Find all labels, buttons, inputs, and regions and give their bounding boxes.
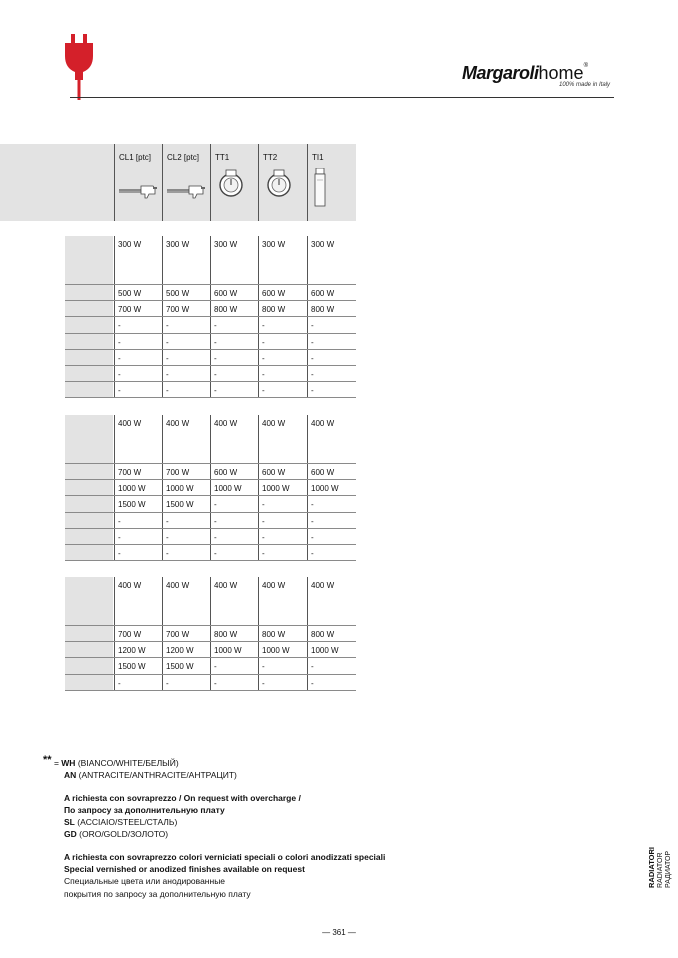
table-cell: 1000 W — [166, 484, 194, 494]
table-cell: 400 W — [311, 419, 335, 428]
row-divider — [65, 690, 356, 691]
table-cell: - — [166, 337, 169, 347]
table-cell: - — [311, 662, 314, 672]
table-cell: - — [166, 386, 169, 396]
table-cell: 600 W — [311, 289, 335, 298]
table-cell: - — [214, 386, 217, 396]
table-cell: 1500 W — [118, 662, 146, 672]
note-line-an — [43, 769, 385, 781]
table-cell: 400 W — [118, 581, 142, 590]
row-divider — [65, 528, 356, 529]
table-cell: - — [262, 370, 265, 379]
table-cell: 1500 W — [166, 662, 194, 672]
table-cell: - — [214, 516, 217, 526]
note-special-it: A richiesta con sovraprezzo colori verniciati speciali o colori anodizzati speciali — [64, 851, 386, 862]
table-cell: - — [118, 678, 121, 688]
row-divider — [65, 544, 356, 545]
table-cell: 500 W — [166, 289, 190, 298]
table-cell: 400 W — [311, 581, 335, 590]
table-cell: - — [311, 353, 314, 363]
note-line-sl — [64, 816, 385, 828]
table-cell: 800 W — [214, 630, 238, 639]
table-cell: 1000 W — [311, 484, 339, 494]
column-label: CL1 [ptc] — [119, 153, 152, 162]
table-cell: 600 W — [214, 468, 238, 477]
row-divider — [65, 316, 356, 317]
note-text-an: (ANTRACITE/ANTHRACITE/АНТРАЦИТ) — [78, 770, 237, 781]
table-cell: - — [214, 678, 217, 688]
note-line-gd — [64, 828, 385, 840]
table-cell: 600 W — [262, 289, 286, 298]
table-cell: 400 W — [166, 419, 190, 428]
brand-suffix: home — [538, 63, 584, 83]
table-cell: - — [118, 386, 121, 396]
table-cell: 400 W — [214, 419, 238, 428]
row-divider — [65, 463, 356, 464]
note-line-wh — [43, 754, 385, 769]
table-cell: - — [311, 321, 314, 331]
column-divider — [114, 415, 115, 561]
row-divider — [65, 365, 356, 366]
table-cell: - — [262, 549, 265, 558]
table-cell: - — [311, 532, 314, 542]
table-cell: - — [214, 549, 217, 558]
column-header — [210, 144, 259, 221]
table-cell: 800 W — [262, 305, 286, 315]
table-cell: 600 W — [311, 468, 335, 477]
table-cell: 1000 W — [214, 646, 242, 656]
table-cell: - — [166, 353, 169, 363]
table-cell: 700 W — [166, 630, 190, 639]
table-cell: 1000 W — [262, 484, 290, 494]
table-cell: 600 W — [262, 468, 286, 477]
table-cell: 800 W — [311, 630, 335, 639]
power-table — [65, 236, 356, 398]
table-cell: - — [262, 516, 265, 526]
red-plug-icon — [62, 34, 96, 100]
table-cell: 1000 W — [311, 646, 339, 656]
table-cell: 700 W — [118, 468, 142, 477]
note-text-gd: (ORO/GOLD/ЗОЛОТО) — [79, 829, 169, 840]
table-cell: 600 W — [214, 289, 238, 298]
table-cell: - — [214, 532, 217, 542]
note-code-wh: WH — [61, 758, 76, 768]
header-divider — [70, 97, 614, 98]
row-divider — [65, 657, 356, 658]
row-divider — [65, 333, 356, 334]
table-cell: - — [166, 321, 169, 331]
table-cell: - — [214, 662, 217, 672]
column-divider — [210, 415, 211, 561]
table-cell: - — [118, 321, 121, 331]
column-label: CL2 [ptc] — [167, 153, 200, 162]
table-cell: - — [311, 337, 314, 347]
table-cell: 300 W — [166, 240, 190, 249]
table-cell: - — [262, 532, 265, 542]
note-code-sl: SL — [64, 817, 75, 828]
row-divider — [65, 674, 356, 675]
table-cell: - — [118, 370, 121, 379]
table-cell: 300 W — [214, 240, 238, 249]
column-header — [307, 144, 356, 221]
row-divider — [65, 479, 356, 480]
power-table — [65, 577, 356, 691]
table-cell: - — [214, 337, 217, 347]
note-special-ru2: покрытия по запросу за дополнительную плату — [64, 888, 251, 899]
note-request-title: A richiesta con sovraprezzo / On request with overcharge / — [64, 792, 301, 803]
row-divider — [65, 284, 356, 285]
table-cell: - — [118, 532, 121, 542]
table-cell: 700 W — [118, 630, 142, 639]
table-cell: - — [311, 370, 314, 379]
note-code-gd: GD — [64, 829, 77, 840]
note-text-sl: (ACCIAIO/STEEL/СТАЛЬ) — [77, 817, 178, 828]
table-cell: 300 W — [262, 240, 286, 249]
column-header — [162, 144, 211, 221]
note-code-an: AN — [64, 770, 77, 781]
table-cell: 400 W — [262, 581, 286, 590]
table-cell: 800 W — [311, 305, 335, 315]
table-cell: - — [166, 516, 169, 526]
column-header — [114, 144, 163, 221]
table-cell: 400 W — [166, 581, 190, 590]
table-cell: 1000 W — [118, 484, 146, 494]
note-special-ru1: Специальные цвета или анодированные — [64, 876, 226, 887]
note-request-ru: По запросу за дополнительную плату — [64, 804, 225, 815]
power-table — [65, 415, 356, 561]
table-cell: - — [166, 532, 169, 542]
table-cell: - — [214, 370, 217, 379]
note-eq: = — [53, 758, 59, 768]
column-label: TI1 — [312, 153, 324, 162]
column-label: TT1 — [215, 153, 230, 162]
column-divider — [307, 415, 308, 561]
table-cell: - — [166, 549, 169, 558]
table-cell: 1500 W — [166, 500, 194, 510]
table-cell: 300 W — [311, 240, 335, 249]
row-divider — [65, 512, 356, 513]
finish-notes — [43, 754, 386, 900]
table-cell: - — [262, 500, 265, 510]
table-cell: 1000 W — [262, 646, 290, 656]
brand-tagline: 100% made in Italy — [559, 82, 611, 88]
row-divider — [65, 625, 356, 626]
table-cell: - — [262, 321, 265, 331]
row-divider — [65, 381, 356, 382]
table-cell: - — [214, 321, 217, 331]
table-cell: 800 W — [214, 305, 238, 315]
brand-name: Margaroli — [462, 63, 539, 83]
row-divider — [65, 300, 356, 301]
table-cell: - — [166, 370, 169, 379]
table-cell: 700 W — [166, 305, 190, 315]
table-cell: - — [262, 353, 265, 363]
table-cell: - — [214, 500, 217, 510]
table-cell: - — [118, 516, 121, 526]
brand-logo — [462, 63, 611, 88]
table-cell: - — [311, 516, 314, 526]
table-cell: - — [311, 500, 314, 510]
row-divider — [65, 397, 356, 398]
table-cell: 400 W — [214, 581, 238, 590]
table-cell: 500 W — [118, 289, 142, 298]
table-cell: - — [262, 678, 265, 688]
table-cell: 1000 W — [214, 484, 242, 494]
row-divider — [65, 641, 356, 642]
brand-reg: ® — [583, 63, 588, 69]
table-cell: - — [311, 678, 314, 688]
table-cell: - — [118, 337, 121, 347]
table-cell: - — [166, 678, 169, 688]
table-cell: - — [311, 549, 314, 558]
table-cell: - — [262, 386, 265, 396]
column-header — [258, 144, 307, 221]
column-divider — [258, 415, 259, 561]
column-header-band — [0, 144, 356, 221]
side-section-label — [645, 842, 675, 892]
table-cell: - — [214, 353, 217, 363]
note-special-en: Special vernished or anodized finishes available on request — [64, 864, 305, 875]
table-cell: - — [262, 662, 265, 672]
side-label-it: RADIATORI — [647, 847, 656, 888]
table-cell: - — [262, 337, 265, 347]
table-cell: 800 W — [262, 630, 286, 639]
table-cell: 700 W — [118, 305, 142, 315]
note-text-wh: (BIANCO/WHITE/БЕЛЫЙ) — [77, 758, 179, 768]
row-divider — [65, 560, 356, 561]
table-cell: - — [311, 386, 314, 396]
column-label: TT2 — [263, 153, 278, 162]
note-asterisks: ** — [43, 754, 52, 766]
row-header-column — [65, 415, 113, 561]
table-cell: 1500 W — [118, 500, 146, 510]
row-divider — [65, 495, 356, 496]
table-cell: 700 W — [166, 468, 190, 477]
side-label-en: RADIATOR — [657, 852, 664, 888]
column-divider — [162, 415, 163, 561]
table-cell: 1200 W — [118, 646, 146, 656]
table-cell: 1200 W — [166, 646, 194, 656]
table-cell: - — [118, 549, 121, 558]
page-number: — 361 — — [322, 928, 356, 937]
row-divider — [65, 349, 356, 350]
table-cell: - — [118, 353, 121, 363]
table-cell: 400 W — [118, 419, 142, 428]
side-label-ru: РАДИАТОР — [665, 850, 672, 888]
table-cell: 300 W — [118, 240, 142, 249]
table-cell: 400 W — [262, 419, 286, 428]
